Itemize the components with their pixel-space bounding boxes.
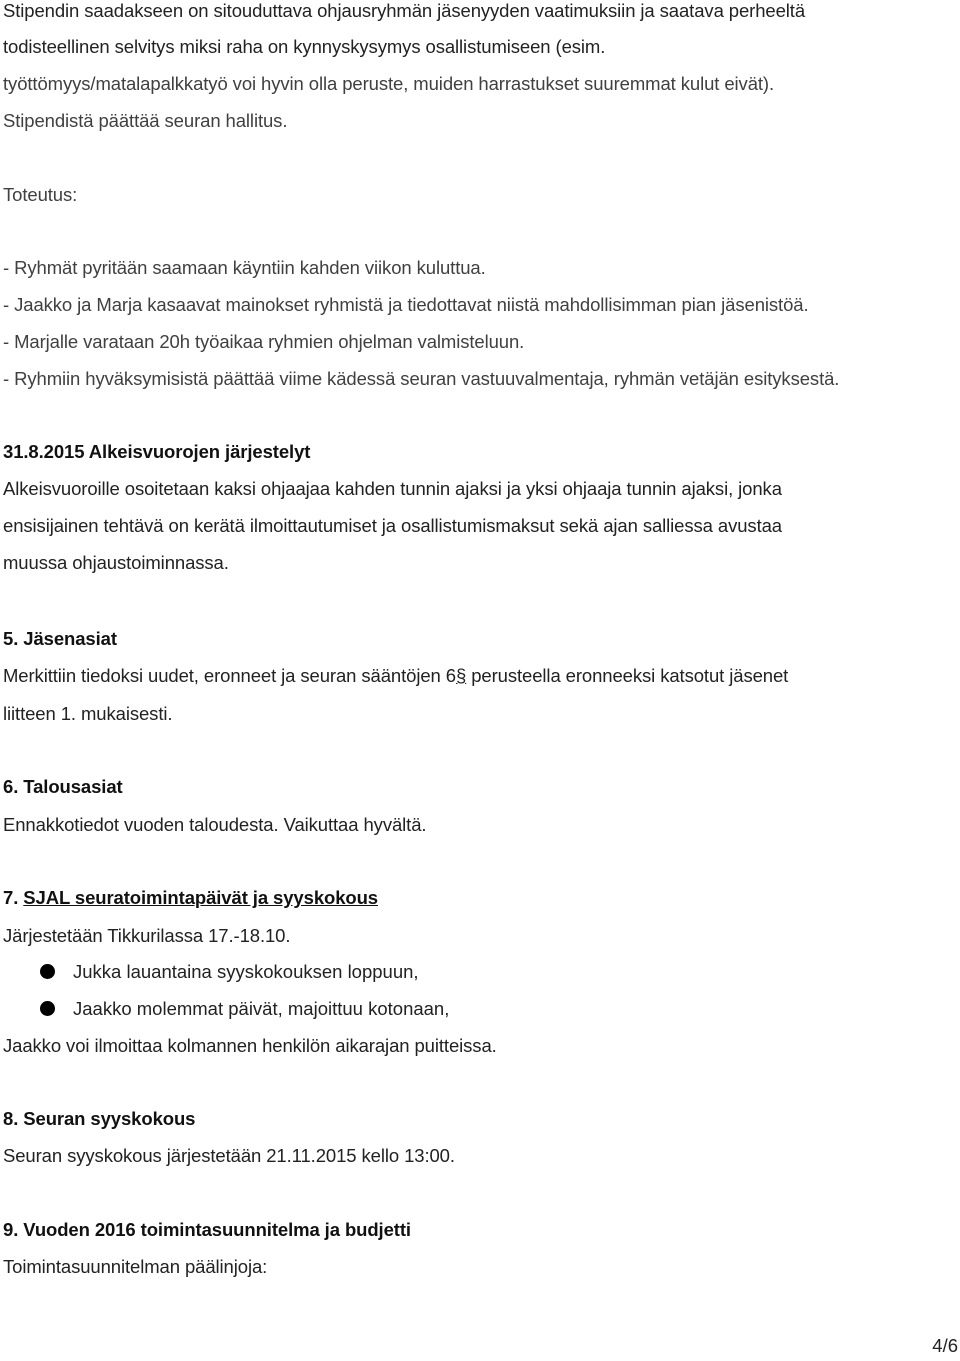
section7-heading-text: SJAL seuratoimintapäivät ja syyskokous xyxy=(23,887,378,908)
toteutus-item-3: - Marjalle varataan 20h työaikaa ryhmien ohjelman valmisteluun. xyxy=(3,331,525,352)
section9-line-1: Toimintasuunnitelman päälinjoja: xyxy=(3,1256,268,1277)
section7-heading xyxy=(3,887,378,909)
toteutus-item-1: - Ryhmät pyritään saamaan käyntiin kahden viikon kuluttua. xyxy=(3,257,486,278)
section7-line-2: Jaakko voi ilmoittaa kolmannen henkilön aikarajan puitteissa. xyxy=(3,1035,497,1056)
section5-line-2: liitteen 1. mukaisesti. xyxy=(3,703,173,724)
bullet-icon xyxy=(40,1001,55,1016)
bullet-text: Jaakko molemmat päivät, majoittuu kotonaan, xyxy=(73,998,450,1019)
bullet-item xyxy=(40,961,419,983)
section5-line-1-end: perusteella eronneeksi katsotut jäsenet xyxy=(466,665,789,686)
intro-line-2: todisteellinen selvitys miksi raha on kynnyskysymys osallistumiseen (esim. xyxy=(3,36,606,57)
intro-line-4: Stipendistä päättää seuran hallitus. xyxy=(3,110,288,131)
section6-line-1: Ennakkotiedot vuoden taloudesta. Vaikuttaa hyvältä. xyxy=(3,814,427,835)
bullet-text: Jukka lauantaina syyskokouksen loppuun, xyxy=(73,961,419,982)
section5-heading: 5. Jäsenasiat xyxy=(3,628,117,649)
toteutus-heading: Toteutus: xyxy=(3,184,78,205)
section9-heading: 9. Vuoden 2016 toimintasuunnitelma ja budjetti xyxy=(3,1219,411,1240)
toteutus-item-4: - Ryhmiin hyväksymisistä päättää viime kädessä seuran vastuuvalmentaja, ryhmän vetäjän esityksestä. xyxy=(3,368,840,389)
section5-line-1 xyxy=(3,665,788,687)
bullet-icon xyxy=(40,964,55,979)
alkeis-line-3: muussa ohjaustoiminnassa. xyxy=(3,552,229,573)
alkeis-line-2: ensisijainen tehtävä on kerätä ilmoittautumiset ja osallistumismaksut sekä ajan salliessa avustaa xyxy=(3,515,782,536)
intro-line-1: Stipendin saadakseen on sitouduttava ohjausryhmän jäsenyyden vaatimuksiin ja saatava perheeltä xyxy=(3,0,806,21)
section8-line-1: Seuran syyskokous järjestetään 21.11.2015 kello 13:00. xyxy=(3,1145,455,1166)
section8-heading: 8. Seuran syyskokous xyxy=(3,1108,196,1129)
alkeis-line-1: Alkeisvuoroille osoitetaan kaksi ohjaajaa kahden tunnin ajaksi ja yksi ohjaaja tunnin ajaksi, jonka xyxy=(3,478,782,499)
section7-heading-number: 7. xyxy=(3,887,24,908)
alkeis-heading xyxy=(3,441,310,463)
intro-line-3: työttömyys/matalapalkkatyö voi hyvin olla peruste, muiden harrastukset suuremmat kulut eivät). xyxy=(3,73,775,94)
section6-heading: 6. Talousasiat xyxy=(3,776,123,797)
alkeis-heading-text: 2015 Alkeisvuorojen järjestelyt xyxy=(43,441,311,462)
section7-line-1: Järjestetään Tikkurilassa 17.-18.10. xyxy=(3,925,291,946)
section5-line-1-start: Merkittiin tiedoksi uudet, eronneet ja seuran sääntöjen 6 xyxy=(3,665,456,686)
section-symbol: § xyxy=(455,665,467,686)
toteutus-item-2: - Jaakko ja Marja kasaavat mainokset ryhmistä ja tiedottavat niistä mahdollisimman pian jäsenistöä. xyxy=(3,294,809,315)
alkeis-heading-number: 31.8. xyxy=(3,441,44,462)
bullet-item xyxy=(40,998,449,1020)
page-number: 4/6 xyxy=(932,1335,958,1356)
